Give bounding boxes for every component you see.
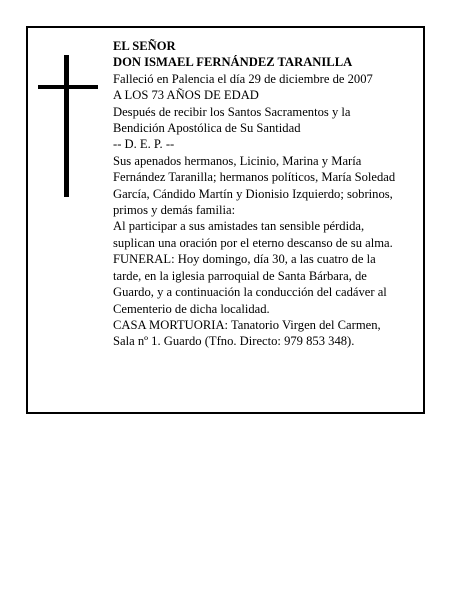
death-info: Falleció en Palencia el día 29 de diciembre de 2007 xyxy=(113,71,373,86)
thanks-line: suplican una oración por el eterno descanso de su alma. xyxy=(113,235,393,250)
family-line: primos y demás familia: xyxy=(113,203,236,218)
funeral-line: tarde, en la iglesia parroquial de Santa Bárbara, de xyxy=(113,268,367,283)
heading: EL SEÑOR xyxy=(113,39,176,53)
family-line: Fernández Taranilla; hermanos políticos, María Soledad xyxy=(113,170,396,185)
cross-icon xyxy=(38,55,98,197)
family-line: García, Cándido Martín y Dionisio Izquierdo; sobrinos, xyxy=(113,186,393,201)
funeral-line: Guardo, y a continuación la conducción del cadáver al xyxy=(113,285,387,300)
mortuary-line: CASA MORTUORIA: Tanatorio Virgen del Carmen, xyxy=(113,317,381,332)
thanks-line: Al participar a sus amistades tan sensible pérdida, xyxy=(113,219,365,234)
cross-vertical-bar xyxy=(64,55,69,197)
sacraments-line-2: Bendición Apostólica de Su Santidad xyxy=(113,121,301,136)
cross-horizontal-bar xyxy=(38,85,98,89)
obituary-text xyxy=(113,38,425,350)
funeral-line: FUNERAL: Hoy domingo, día 30, a las cuatro de la xyxy=(113,252,376,267)
mortuary-line: Sala nº 1. Guardo (Tfno. Directo: 979 853 348). xyxy=(113,334,355,349)
age-line: A LOS 73 AÑOS DE EDAD xyxy=(113,88,259,103)
deceased-name: DON ISMAEL FERNÁNDEZ TARANILLA xyxy=(113,55,353,70)
sacraments-line-1: Después de recibir los Santos Sacramentos y la xyxy=(113,104,351,119)
rip-line: -- D. E. P. -- xyxy=(113,137,175,152)
funeral-line: Cementerio de dicha localidad. xyxy=(113,301,270,316)
family-line: Sus apenados hermanos, Licinio, Marina y María xyxy=(113,153,362,168)
